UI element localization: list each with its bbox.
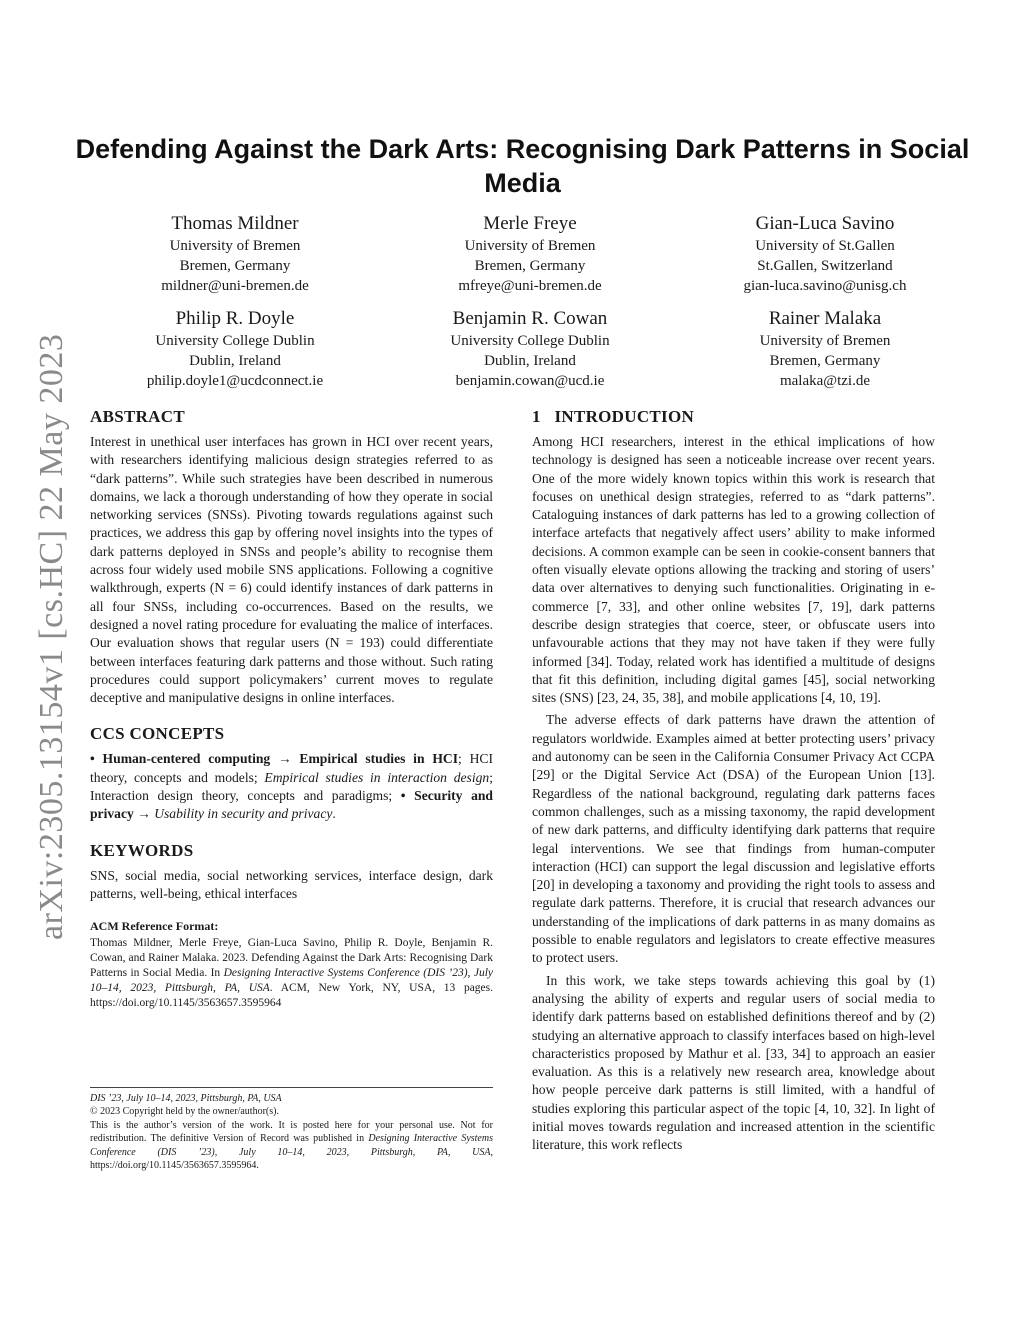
ccs-term-italic: Empirical studies in interaction design — [264, 769, 490, 785]
author-row — [100, 307, 960, 391]
author-email: malaka@tzi.de — [779, 373, 871, 389]
left-column — [90, 406, 493, 1011]
ccs-heading: CCS CONCEPTS — [90, 724, 225, 744]
intro-paragraph: In this work, we take steps towards achieving this goal by (1) analysing the ability of experts and regular users of social media to identify dark patterns based on established definitions thereof and by (2) studying an alternative approach to classify interfaces based on high-level characteristics proposed by Mathur et al. [33, 34] to approach an easier evaluation. As this is a relatively new research area, knowledge about how people perceive dark patterns is still limited, with a handful of studies exploring this particular aspect of the topic [4, 10, 32]. In light of initial moves towards regulation and increased attention in the scientific literature, this work reflects — [532, 972, 935, 1153]
ccs-term: Empirical studies in HCI — [299, 751, 459, 767]
ccs-section — [90, 723, 493, 823]
acm-ref-venue: Designing Interactive Systems Conference (DIS ’23), July 10–14, 2023, Pittsburgh, PA, USA — [90, 967, 493, 995]
author-card — [100, 212, 370, 296]
author-name: Rainer Malaka — [768, 308, 882, 329]
ccs-fragment: ; Interaction design theory, concepts and paradigms; — [90, 769, 493, 804]
abstract-text: Interest in unethical user interfaces has grown in HCI over recent years, with researchers identifying malicious design strategies referred to as “dark patterns”. While such strategies have been described in numerous domains, we lack a thorough understanding of how they operate in social networking services (SNSs). Pivoting towards regulations against such practices, we address this gap by offering novel insights into the types of dark patterns deployed in SNSs and people’s ability to recognise them across four widely used mobile SNS applications. Following a cognitive walkthrough, experts (N = 6) could identify instances of dark patterns in all four SNSs, including co-occurrences. Based on the results, we designed a novel rating procedure for evaluating the malice of interfaces. Our evaluation shows that regular users (N = 193) could differentiate between interfaces featuring dark patterns and those without. Such rating procedures could support policymakers’ current moves to regulate deceptive and manipulative designs in online interfaces. — [90, 434, 493, 706]
footnote-venue — [90, 1092, 493, 1105]
author-card — [395, 307, 665, 391]
footnote-venue-italic: Designing Interactive Systems Conference (DIS ’23), July 10–14, 2023, Pittsburgh, PA, USA — [90, 1133, 493, 1158]
author-card — [395, 212, 665, 296]
author-card — [690, 307, 960, 391]
author-name: Thomas Mildner — [171, 213, 299, 234]
copyright-footnote — [90, 1087, 493, 1172]
acm-reference-text — [90, 936, 493, 1011]
ccs-term-italic: Usability in security and privacy — [154, 806, 333, 822]
author-location: Bremen, Germany — [179, 258, 291, 274]
ccs-arrow: → — [133, 806, 155, 822]
acm-ref-fragment: Thomas Mildner, Merle Freye, Gian-Luca Savino, Philip R. Doyle, Benjamin R. Cowan, and Rainer Malaka. 2023. Defending Against the Dark Arts: Recognising Dark Patterns in Social Media. In — [90, 937, 493, 980]
arxiv-identifier: arXiv:2305.13154v1 [cs.HC] 22 May 2023 — [33, 333, 70, 940]
author-card — [690, 212, 960, 296]
author-affiliation: University College Dublin — [450, 333, 610, 349]
ccs-arrow: → — [270, 751, 300, 767]
author-affiliation: University of Bremen — [759, 333, 891, 349]
introduction-heading: 1 INTRODUCTION — [532, 407, 695, 426]
author-card — [100, 307, 370, 391]
author-block — [100, 212, 960, 402]
author-name: Gian-Luca Savino — [755, 213, 895, 234]
author-row — [100, 212, 960, 296]
author-location: St.Gallen, Switzerland — [757, 258, 893, 274]
right-column — [532, 406, 935, 1155]
author-location: Bremen, Germany — [474, 258, 586, 274]
keywords-section — [90, 840, 493, 904]
ccs-fragment: ; HCI theory, concepts and models; — [90, 751, 494, 785]
keywords-heading: KEYWORDS — [90, 840, 194, 860]
author-name: Benjamin R. Cowan — [452, 308, 608, 329]
keywords-text: SNS, social media, social networking services, interface design, dark patterns, well-being, ethical interfaces — [90, 867, 493, 901]
acm-ref-fragment: . ACM, New York, NY, USA, 13 pages. https://doi.org/10.1145/3563657.3595964 — [90, 982, 493, 1010]
author-affiliation: University of St.Gallen — [755, 238, 895, 254]
ccs-text — [90, 750, 493, 823]
footnote-fragment: This is the author’s version of the work. It is posted here for your personal use. Not for redistribution. The definitive Version of Record was published in — [90, 1119, 493, 1145]
author-affiliation: University of Bremen — [169, 238, 301, 254]
author-email: philip.doyle1@ucdconnect.ie — [146, 373, 324, 389]
author-email: mfreye@uni-bremen.de — [458, 278, 602, 294]
paper-title: Defending Against the Dark Arts: Recognising Dark Patterns in Social Media — [75, 134, 970, 198]
author-name: Merle Freye — [483, 213, 577, 234]
author-email: mildner@uni-bremen.de — [161, 278, 309, 294]
intro-paragraph: Among HCI researchers, interest in the ethical implications of how technology is designed has seen a noticeable increase over recent years. One of the more widely known topics within this work is research that focuses on unethical design strategies, referred to as “dark patterns”. Cataloguing instances of dark patterns has led to a growing collection of interface artefacts that negatively affect users’ ability to make informed decisions. A common example can be seen in cookie-consent banners that often visually elevate options allowing the tracking and storing of users’ data over alternatives to denying such functionalities. Originating in e-commerce [7, 33], and other online websites [7, 19], dark patterns describe design strategies that coerce, steer, or obfuscate users into unfavourable actions that they may not have taken if they were fully informed [34]. Today, related work has identified a multitude of designs that fit this definition, including digital games [45], social networking sites (SNS) [23, 24, 35, 38], and mobile applications [4, 10, 19]. — [532, 434, 935, 706]
ccs-fragment: . — [332, 806, 336, 822]
acm-reference-heading: ACM Reference Format: — [90, 919, 219, 934]
ccs-term: • Security and privacy — [90, 788, 493, 822]
author-email: gian-luca.savino@unisg.ch — [743, 278, 907, 294]
footnote-fragment: , https://doi.org/10.1145/3563657.3595964. — [90, 1146, 493, 1172]
abstract-section — [90, 406, 493, 707]
intro-paragraph: The adverse effects of dark patterns have drawn the attention of regulators worldwide. Examples aimed at better protecting users’ privacy and autonomy can be seen in the California Consumer Privacy Act CCPA [29] or the Digital Service Act (DSA) of the European Union [13]. Regardless of the national background, regulating dark patterns faces common challenges, such as a missing taxonomy, the rapid development of new dark patterns, and difficulty identifying dark patterns that require legal interventions. We see that findings from human-computer interaction (HCI) can support the legal discussion and legislative efforts [20] in developing a taxonomy and providing the right tools to assess and regulate dark patterns. Therefore, it is crucial that research advances our understanding of the implications of dark patterns in as many domains as possible to enable regulators and legislators to create effective measures to protect users. — [532, 712, 935, 966]
abstract-heading: ABSTRACT — [90, 407, 185, 426]
author-location: Dublin, Ireland — [484, 353, 576, 369]
author-affiliation: University College Dublin — [155, 333, 315, 349]
ccs-term: • Human-centered computing — [90, 751, 271, 767]
footnote-divider — [90, 1087, 493, 1088]
author-name: Philip R. Doyle — [175, 308, 295, 329]
author-location: Dublin, Ireland — [189, 353, 281, 369]
footnote-copyright: © 2023 Copyright held by the owner/author(s). — [90, 1106, 279, 1118]
footnote-text — [90, 1119, 493, 1173]
author-email: benjamin.cowan@ucd.ie — [455, 373, 605, 389]
acm-reference — [90, 919, 493, 1011]
footnote-venue-text: DIS ’23, July 10–14, 2023, Pittsburgh, PA, USA — [90, 1093, 282, 1104]
author-location: Bremen, Germany — [769, 353, 881, 369]
author-affiliation: University of Bremen — [464, 238, 596, 254]
